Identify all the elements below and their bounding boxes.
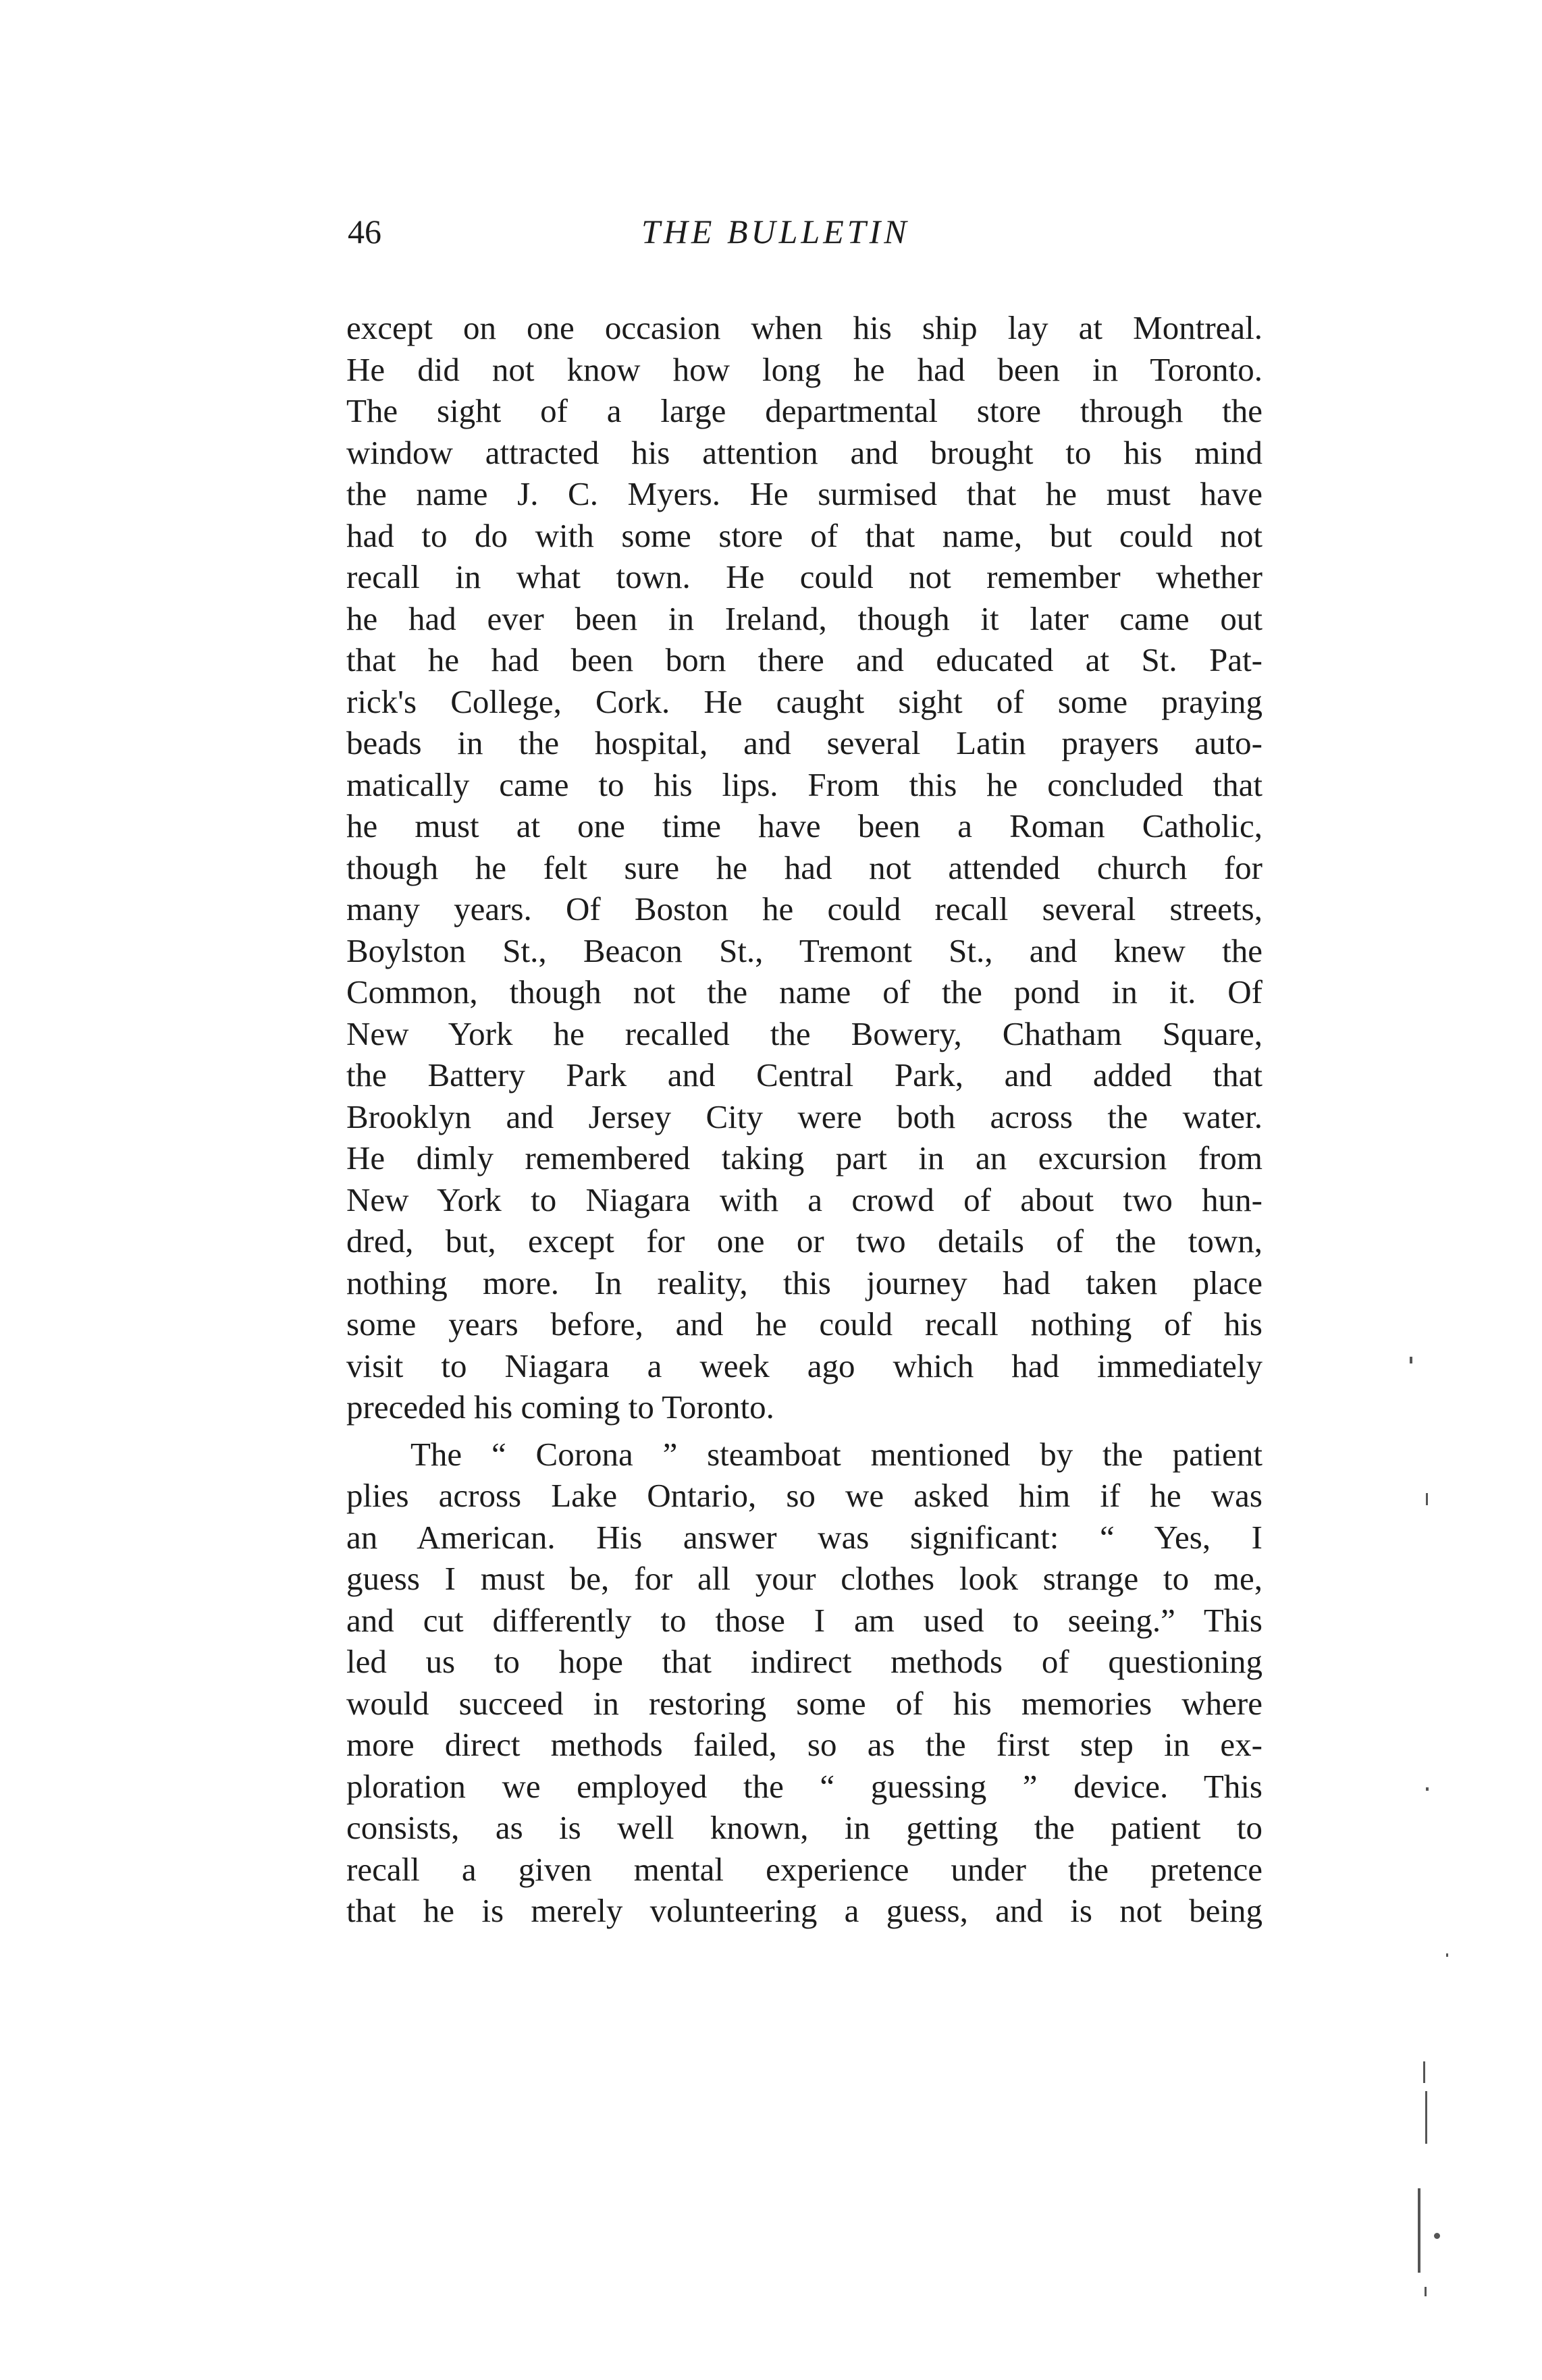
- text-line: Brooklyn and Jersey City were both across the water.: [346, 1098, 1262, 1135]
- text-line: guess I must be, for all your clothes look strange to me,: [346, 1560, 1262, 1597]
- text-line: he had ever been in Ireland, though it later came out: [346, 599, 1262, 637]
- text-line: nothing more. In reality, this journey had taken place: [346, 1264, 1262, 1301]
- paragraph-gap: [346, 1428, 1262, 1434]
- running-title: THE BULLETIN: [641, 213, 910, 250]
- paragraph-1: [346, 307, 1262, 1428]
- text-line: He dimly remembered taking part in an excursion from: [346, 1139, 1262, 1177]
- text-line: many years. Of Boston he could recall several streets,: [346, 890, 1262, 927]
- text-line: the Battery Park and Central Park, and added that: [346, 1056, 1262, 1093]
- paragraph-2: [346, 1434, 1262, 1932]
- text-line: ploration we employed the “ guessing ” device. This: [346, 1767, 1262, 1805]
- text-line: that he had been born there and educated at St. Pat-: [346, 641, 1262, 678]
- scan-speck: [1426, 1493, 1428, 1505]
- text-line: plies across Lake Ontario, so we asked him if he was: [346, 1477, 1262, 1514]
- text-line: the name J. C. Myers. He surmised that he must have: [346, 475, 1262, 512]
- text-line: recall in what town. He could not remember whether: [346, 558, 1262, 595]
- scan-speck: [1434, 2233, 1440, 2239]
- text-line: preceded his coming to Toronto.: [346, 1388, 774, 1426]
- text-line: would succeed in restoring some of his memories where: [346, 1684, 1262, 1722]
- text-line: visit to Niagara a week ago which had immediately: [346, 1347, 1262, 1384]
- text-line: an American. His answer was significant: “ Yes, I: [346, 1518, 1262, 1556]
- text-line: some years before, and he could recall nothing of his: [346, 1305, 1262, 1343]
- text-line: The “ Corona ” steamboat mentioned by the patient: [410, 1435, 1262, 1473]
- text-line: New York he recalled the Bowery, Chatham Square,: [346, 1015, 1262, 1052]
- text-line: The sight of a large departmental store through the: [346, 392, 1262, 429]
- text-line: beads in the hospital, and several Latin prayers auto-: [346, 724, 1262, 761]
- text-line: that he is merely volunteering a guess, and is not being: [346, 1892, 1262, 1929]
- scan-mark: [1423, 2061, 1425, 2083]
- text-line: more direct methods failed, so as the first step in ex-: [346, 1726, 1262, 1763]
- text-line: dred, but, except for one or two details of the town,: [346, 1222, 1262, 1260]
- text-line: window attracted his attention and brought to his mind: [346, 433, 1262, 471]
- text-line: though he felt sure he had not attended church for: [346, 848, 1262, 886]
- text-line: except on one occasion when his ship lay at Montreal.: [346, 309, 1262, 346]
- text-line: had to do with some store of that name, but could not: [346, 516, 1262, 554]
- text-line: Boylston St., Beacon St., Tremont St., and knew the: [346, 931, 1262, 969]
- text-line: He did not know how long he had been in Toronto.: [346, 350, 1262, 388]
- scan-mark: [1425, 2091, 1427, 2144]
- text-line: rick's College, Cork. He caught sight of some praying: [346, 682, 1262, 720]
- body-text: [346, 307, 1262, 1932]
- text-line: and cut differently to those I am used to seeing.” This: [346, 1601, 1262, 1639]
- scan-speck: [1426, 1787, 1429, 1791]
- text-line: New York to Niagara with a crowd of about two hun-: [346, 1181, 1262, 1218]
- scan-speck: [1410, 1357, 1412, 1363]
- text-line: he must at one time have been a Roman Catholic,: [346, 807, 1262, 844]
- scan-speck: [1425, 2287, 1427, 2296]
- text-line: recall a given mental experience under the pretence: [346, 1850, 1262, 1888]
- text-line: Common, though not the name of the pond in it. Of: [346, 973, 1262, 1010]
- page-number: 46: [348, 213, 381, 250]
- text-line: matically came to his lips. From this he concluded that: [346, 765, 1262, 803]
- text-line: led us to hope that indirect methods of questioning: [346, 1643, 1262, 1680]
- scan-speck: [1446, 1953, 1448, 1957]
- scan-mark: [1418, 2188, 1420, 2273]
- text-line: consists, as is well known, in getting the patient to: [346, 1809, 1262, 1846]
